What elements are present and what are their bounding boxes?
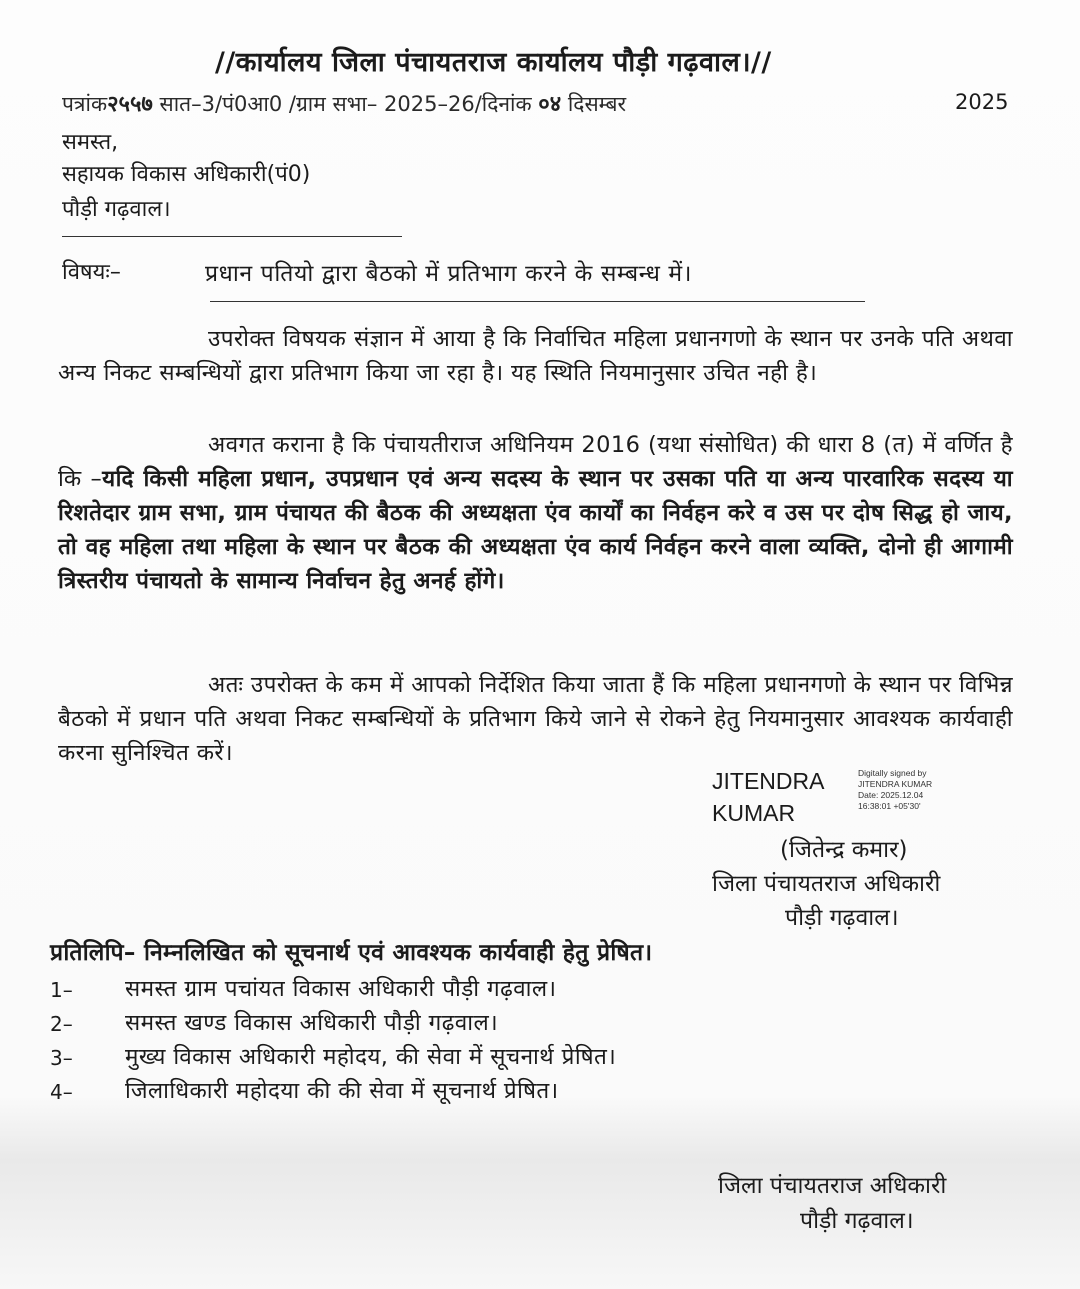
copy-item-number: 1– bbox=[50, 978, 73, 1002]
reference-month: दिसम्बर bbox=[567, 92, 627, 116]
reference-prefix: पत्रांक bbox=[62, 92, 108, 116]
copy-item-text: समस्त खण्ड विकास अधिकारी पौड़ी गढ़वाल। bbox=[125, 1010, 499, 1036]
signatory-name-hindi: (जितेन्द्र कमार) bbox=[780, 837, 908, 863]
divider bbox=[62, 236, 402, 237]
digital-signature-stamp bbox=[858, 768, 932, 812]
copy-to-title: प्रतिलिपि– निम्नलिखित को सूचनार्थ एवं आवश्यक कार्यवाही हेतु प्रेषित। bbox=[50, 940, 653, 966]
copy-item-text: जिलाधिकारी महोदया की की सेवा में सूचनार्थ प्रेषित। bbox=[125, 1078, 559, 1104]
subject-underline bbox=[210, 301, 865, 302]
stamp-line-2: JITENDRA KUMAR bbox=[858, 779, 933, 789]
copy-item-text: समस्त ग्राम पचांयत विकास अधिकारी पौड़ी गढ़वाल। bbox=[125, 976, 557, 1002]
addressee-line-2: सहायक विकास अधिकारी(पं0) bbox=[62, 162, 311, 187]
reference-line bbox=[62, 88, 626, 118]
copy-item-number: 4– bbox=[50, 1080, 73, 1104]
subject-label: विषयः– bbox=[62, 260, 121, 285]
paragraph-2-clause: यदि किसी महिला प्रधान, उपप्रधान एवं अन्य सदस्य के स्थान पर उसका पति या अन्य पारवारिक सदस्य या रिशतेदार ग्राम सभा, ग्राम पंचायत की बैठक की अध्यक्षता एंव कार्यों का निर्वहन करे व उस पर दोष सिद्ध हो जाय, तो वह महिला तथा महिला के स्थान पर बैठक की अध्यक्षता एंव कार्य निर्वहन करने वाला व्यक्ति, दोनो ही आगामी त्रिस्तरीय पंचायतो के सामान्य निर्वाचन हेतु अनर्ह होंगे। bbox=[58, 466, 1013, 594]
paragraph-2-intro: अवगत कराना है कि पंचायतीराज अधिनियम 2016 (यथा संसोधित) की धारा 8 (त) में वर्णित है कि – bbox=[58, 432, 1013, 492]
office-heading: //कार्यालय जिला पंचायतराज कार्यालय पौड़ी गढ़वाल।// bbox=[215, 47, 772, 78]
addressee-line-3: पौड़ी गढ़वाल। bbox=[62, 197, 171, 222]
footer-designation: जिला पंचायतराज अधिकारी bbox=[718, 1173, 947, 1199]
signatory-designation: जिला पंचायतराज अधिकारी bbox=[712, 871, 941, 897]
copy-item-number: 3– bbox=[50, 1046, 73, 1070]
reference-number: २५५७ bbox=[107, 91, 153, 117]
body-paragraph-2 bbox=[58, 428, 1013, 598]
footer-location: पौड़ी गढ़वाल। bbox=[800, 1208, 914, 1234]
subject-text: प्रधान पतियो द्वारा बैठको में प्रतिभाग करने के सम्बन्ध में। bbox=[205, 261, 693, 287]
body-paragraph-1: उपरोक्त विषयक संज्ञान में आया है कि निर्वाचित महिला प्रधानगणो के स्थान पर उनके पति अथवा अन्य निकट सम्बन्धियों द्वारा प्रतिभाग किया जा रहा है। यह स्थिति नियमानुसार उचित नही है। bbox=[58, 326, 1013, 386]
stamp-line-4: 16:38:01 +05'30' bbox=[858, 801, 921, 811]
reference-year: 2025 bbox=[955, 90, 1009, 114]
reference-text: सात–3/पं0आ0 /ग्राम सभा– 2025–26/दिनांक bbox=[159, 92, 532, 116]
signature-name-line-2: KUMAR bbox=[712, 800, 796, 826]
stamp-line-3: Date: 2025.12.04 bbox=[858, 790, 924, 800]
addressee-line-1: समस्त, bbox=[62, 130, 119, 155]
copy-item-text: मुख्य विकास अधिकारी महोदय, की सेवा में सूचनार्थ प्रेषित। bbox=[125, 1044, 617, 1070]
copy-item-number: 2– bbox=[50, 1012, 73, 1036]
stamp-line-1: Digitally signed by bbox=[858, 768, 927, 778]
signature-name-line-1: JITENDRA bbox=[712, 768, 825, 794]
body-paragraph-3: अतः उपरोक्त के कम में आपको निर्देशित किया जाता हैं कि महिला प्रधानगणो के स्थान पर विभिन्न बैठको में प्रधान पति अथवा निकट सम्बन्धियों के प्रतिभाग किये जाने से रोकने हेतु नियमानुसार आवश्यक कार्यवाही करना सुनिश्चित करें। bbox=[58, 672, 1013, 766]
reference-day: ०४ bbox=[538, 91, 562, 117]
signatory-location: पौड़ी गढ़वाल। bbox=[785, 905, 899, 931]
